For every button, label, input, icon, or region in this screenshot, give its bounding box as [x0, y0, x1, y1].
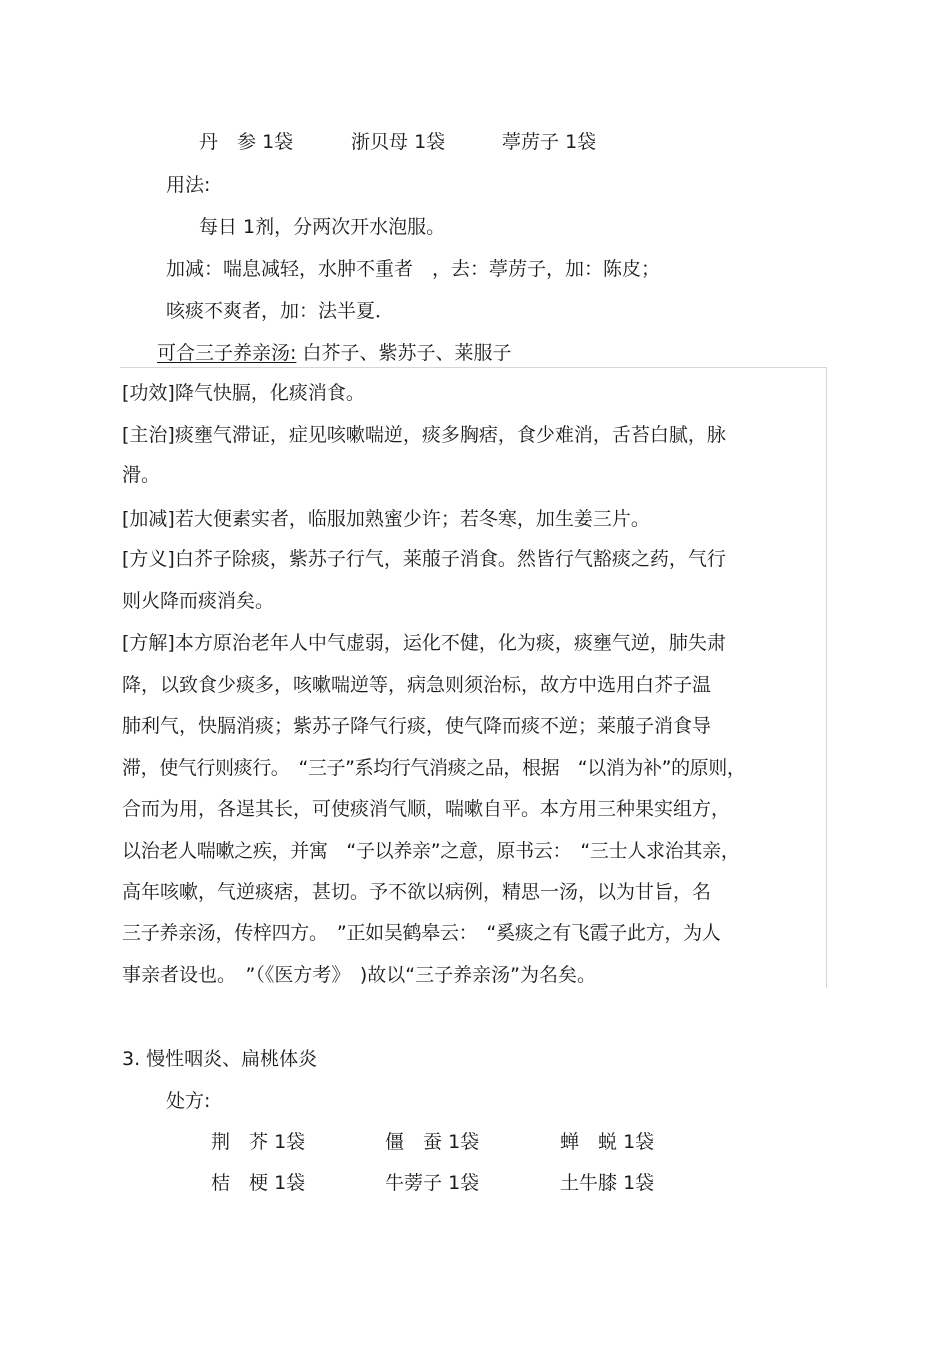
herb-qty: 1袋: [565, 131, 597, 153]
box-line: 降，以致食少痰多，咳嗽喘逆等，病急则须治标，故方中选用白芥子温: [122, 674, 712, 696]
herb-row-1: [0, 1130, 950, 1154]
combine-line: [157, 341, 511, 365]
herb-name: 蝉 蜕: [560, 1131, 618, 1153]
modification-line-1: 加减：喘息减轻，水肿不重者 ，去：葶苈子，加：陈皮；: [166, 258, 661, 280]
box-line: [主治]痰壅气滞证，症见咳嗽喘逆，痰多胸痞，食少难消，舌苔白腻，脉: [122, 424, 726, 446]
box-line: [功效]降气快膈，化痰消食。: [122, 382, 365, 404]
herb-item: [502, 130, 596, 154]
usage-text: 每日 1剂，分两次开水泡服。: [199, 216, 446, 238]
herb-row-2: [0, 1171, 950, 1195]
herb-name: 土牛膝: [560, 1172, 618, 1194]
prescription-label: 处方:: [166, 1090, 211, 1112]
herb-item: [560, 1130, 654, 1154]
box-line: 肺利气，快膈消痰；紫苏子降气行痰，使气降而痰不逆；莱菔子消食导: [122, 715, 712, 737]
herb-item: [560, 1171, 654, 1195]
herb-name: 浙贝母: [351, 131, 409, 153]
herb-name: 僵 蚕: [385, 1131, 443, 1153]
herb-qty: 1袋: [448, 1172, 480, 1194]
herb-item: [199, 130, 293, 154]
herb-name: 葶苈子: [502, 131, 560, 153]
usage-label: 用法:: [166, 174, 211, 196]
box-line: 合而为用，各逞其长，可使痰消气顺，喘嗽自平。本方用三种果实组方，: [122, 798, 731, 820]
herb-item: [351, 130, 445, 154]
box-line: 则火降而痰消矣。: [122, 590, 275, 612]
box-line: 以治老人喘嗽之疾，并寓 “子以养亲”之意，原书云： “三士人求治其亲，: [122, 840, 740, 862]
herb-qty: 1袋: [623, 1131, 655, 1153]
top-herb-row: [0, 130, 950, 154]
herb-name: 荆 芥: [211, 1131, 269, 1153]
box-line: 三子养亲汤，传梓四方。 ”正如吴鹤皋云： “奚痰之有飞霞子此方，为人: [122, 922, 721, 944]
box-line: 滞，使气行则痰行。 “三子”系均行气消痰之品，根据 “以消为补”的原则，: [122, 757, 746, 779]
box-line: 滑。: [122, 464, 161, 486]
herb-qty: 1袋: [262, 131, 294, 153]
herb-item: [211, 1171, 305, 1195]
herb-item: [385, 1130, 479, 1154]
herb-name: 牛蒡子: [385, 1172, 443, 1194]
herb-name: 桔 梗: [211, 1172, 269, 1194]
herb-qty: 1袋: [623, 1172, 655, 1194]
box-line: 高年咳嗽，气逆痰痞，甚切。予不欲以病例，精思一汤，以为甘旨，名: [122, 881, 712, 903]
combine-herbs: 白芥子、紫苏子、莱服子: [296, 342, 512, 364]
herb-item: [385, 1171, 479, 1195]
herb-name: 丹 参: [199, 131, 257, 153]
herb-qty: 1袋: [414, 131, 446, 153]
box-line: [方解]本方原治老年人中气虚弱，运化不健，化为痰，痰壅气逆，肺失肃: [122, 632, 726, 654]
box-line: 事亲者设也。 ”（《医方考》 )故以“三子养亲汤”为名矣。: [122, 964, 596, 986]
herb-qty: 1袋: [274, 1172, 306, 1194]
modification-line-2: 咳痰不爽者，加：法半夏．: [166, 300, 395, 322]
box-line: [方义]白芥子除痰，紫苏子行气，莱菔子消食。然皆行气豁痰之药，气行: [122, 548, 726, 570]
herb-item: [211, 1130, 305, 1154]
box-line: [加减]若大便素实者，临服加熟蜜少许；若冬寒，加生姜三片。: [122, 508, 650, 530]
herb-qty: 1袋: [274, 1131, 306, 1153]
herb-qty: 1袋: [448, 1131, 480, 1153]
section-heading: 3. 慢性咽炎、扁桃体炎: [122, 1048, 318, 1070]
combine-label: 可合三子养亲汤:: [157, 342, 297, 364]
